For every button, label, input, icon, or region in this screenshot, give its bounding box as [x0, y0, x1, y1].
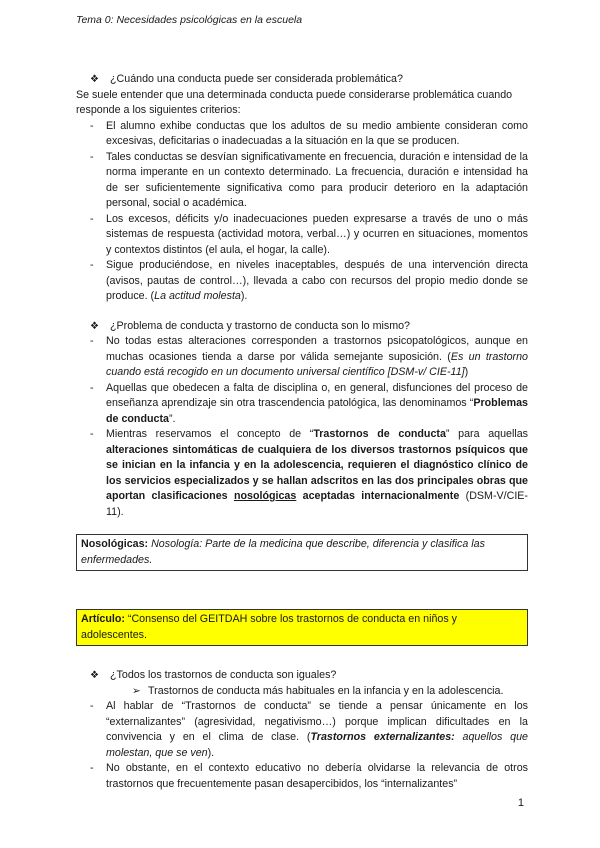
article-title: “Consenso del GEITDAH sobre los trastornos de conducta en niños y adolescentes.: [81, 613, 458, 641]
list-item: [90, 212, 528, 259]
definition-note-box: [76, 534, 528, 571]
question-text: ¿Todos los trastornos de conducta son iguales?: [110, 669, 337, 681]
article-reference-box: [76, 609, 528, 646]
article-label: Artículo:: [81, 613, 125, 625]
dash-bullet: -: [90, 381, 94, 394]
list-item-text: Los excesos, déficits y/o inadecuaciones pueden expresarse a través de uno o más sistemas de respuesta (actividad motora, verbal…) y ocurren en situaciones, momentos y contextos distintos (el aula, el hogar, la calle).: [106, 212, 528, 256]
list-item-text: Tales conductas se desvían significativamente en frecuencia, duración e intensidad de la norma imperante en un contexto determinado. La frecuencia, duración e intensidad ha de ser suficientemente significativa como para producir deterioro en la adaptación personal, social o académica.: [106, 150, 528, 209]
question-heading: [90, 668, 528, 684]
note-term: Nosología: [151, 538, 200, 550]
running-header: Tema 0: Necesidades psicológicas en la escuela: [76, 14, 303, 26]
list-item-text: Al hablar de “Trastornos de conducta” se tiende a pensar únicamente en los “externalizantes” (agresividad, negativismo…) porque implican dificultades en la convivencia y en el clima de clase. (Trastornos externalizantes: aquellos que molestan, que se ven).: [106, 700, 528, 759]
intro-paragraph: Se suele entender que una determinada conducta puede considerarse problemática cuando responde a los siguientes criterios:: [76, 88, 513, 116]
dash-bullet: -: [90, 762, 94, 774]
dash-bullet: -: [90, 428, 94, 440]
question-heading: [90, 72, 528, 88]
dash-bullet: -: [90, 150, 94, 163]
list-item: [90, 699, 528, 761]
arrow-bullet-icon: ➢: [132, 684, 141, 697]
list-item-text: No todas estas alteraciones corresponden a trastornos psicopatológicos, aunque en muchas ocasiones tienda a darse por válida semejante suposición. (Es un trastorno cuando está recogido en un documento universal científico [DSM-v/ CIE-11]): [106, 335, 528, 378]
list-item: [90, 427, 528, 520]
list-item-text: Sigue produciéndose, en niveles inaceptables, después de una intervención directa (avisos, pautas de control…), llevada a cabo con recursos del propio medio donde se produce. (La actitud molesta).: [106, 259, 528, 302]
document-body: [76, 72, 528, 792]
question-text: ¿Cuándo una conducta puede ser considerada problemática?: [110, 73, 403, 85]
dash-bullet: -: [90, 700, 94, 712]
note-definition: : Parte de la medicina que describe, diferencia y clasifica las enfermedades.: [81, 538, 485, 566]
diamond-bullet-icon: ❖: [90, 670, 99, 681]
list-item: [90, 381, 528, 428]
sub-list-item-text: Trastornos de conducta más habituales en la infancia y en la adolescencia.: [148, 684, 504, 697]
page-number: 1: [517, 797, 524, 809]
dash-bullet: -: [90, 259, 94, 271]
list-item: [90, 761, 528, 792]
dash-bullet: -: [90, 335, 94, 347]
question-text: ¿Problema de conducta y trastorno de conducta son lo mismo?: [110, 319, 411, 332]
list-item-text: Mientras reservamos el concepto de “Trastornos de conducta” para aquellas alteraciones sintomáticas de cualquiera de los diversos trastornos psíquicos que se inician en la infancia y en la adolescencia, requieren el diagnóstico clínico de los servicios especializados y se hallan adscritos en las dos principales obras que aportan clasificaciones nosológicas aceptadas internacionalmente (DSM-V/CIE-11).: [106, 428, 529, 518]
dash-bullet: -: [90, 119, 94, 132]
list-item-text: Aquellas que obedecen a falta de disciplina o, en general, disfunciones del proceso de enseñanza aprendizaje sin otra trascendencia patológica, las denominamos “Problemas de conducta”.: [106, 381, 528, 425]
list-item-text: El alumno exhibe conductas que los adultos de su medio ambiente consideran como excesivas, deficitarias o inadecuadas a la situación en la que se producen.: [106, 119, 528, 147]
list-item: [90, 334, 528, 381]
list-item: [90, 258, 528, 305]
diamond-bullet-icon: ❖: [90, 320, 99, 332]
note-label: Nosológicas:: [81, 538, 149, 550]
diamond-bullet-icon: ❖: [90, 74, 99, 85]
question-heading: [90, 319, 528, 335]
list-item: [90, 119, 528, 150]
list-item-text: No obstante, en el contexto educativo no debería olvidarse la relevancia de otros trastornos que frecuentemente pasan desapercibidos, los “internalizantes”: [106, 762, 528, 790]
list-item: [90, 150, 528, 212]
dash-bullet: -: [90, 212, 94, 225]
sub-list-item: [132, 684, 528, 700]
